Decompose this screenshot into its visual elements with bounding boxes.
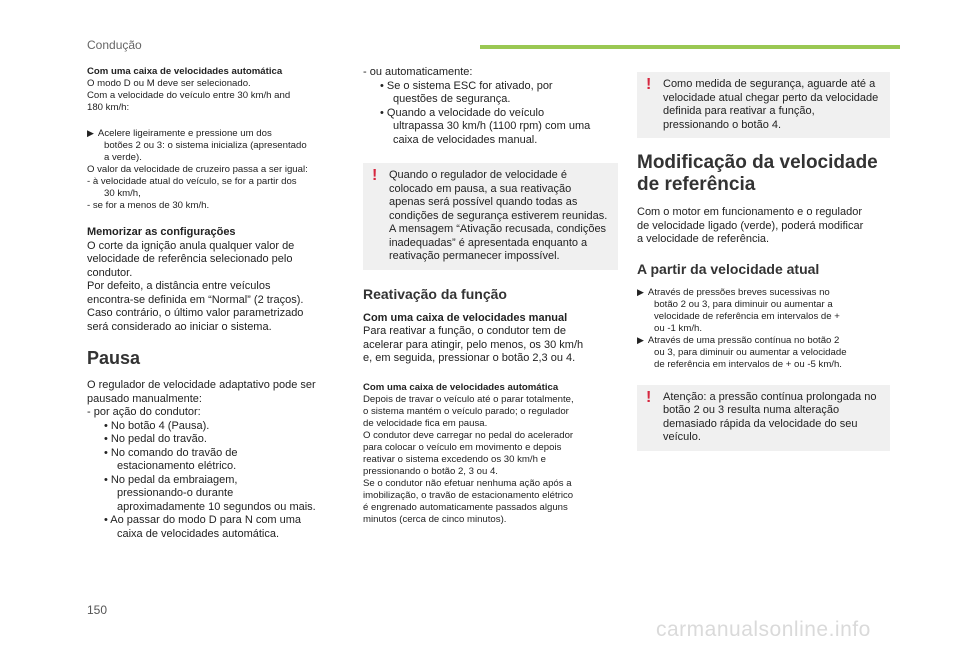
- text-line: acelerar para atingir, pelo menos, os 30 km/h: [363, 338, 584, 351]
- text-line: Com a velocidade do veículo entre 30 km/h and: [87, 90, 291, 101]
- exclamation-icon: !: [372, 167, 378, 184]
- text-line: minutos (cerca de cinco minutos).: [363, 513, 507, 525]
- text-line: reativar o sistema excedendo os 30 km/h e: [363, 453, 546, 465]
- heading-reactivation: Reativação da função: [363, 285, 507, 302]
- text-line: estacionamento elétrico.: [117, 460, 237, 472]
- text-line: será considerado ao iniciar o sistema.: [87, 320, 272, 333]
- text-line: pausado manualmente:: [87, 392, 202, 405]
- heading-current-speed: A partir da velocidade atual: [637, 260, 820, 277]
- text-line: ou -1 km/h.: [654, 322, 702, 334]
- text-line: Por defeito, a distância entre veículos: [87, 280, 271, 292]
- text-line: • No pedal do travão.: [104, 433, 207, 445]
- text-line: Com o motor em funcionamento e o regulador: [637, 206, 863, 218]
- text-line: condutor.: [87, 266, 133, 279]
- text-line: de velocidade fica em pausa.: [363, 417, 488, 429]
- text-line: botão 2 ou 3, para diminuir ou aumentar a: [654, 298, 833, 310]
- heading-line: Modificação da velocidade: [637, 152, 878, 173]
- text-line: - por ação do condutor:: [87, 406, 201, 418]
- column-1: [87, 66, 349, 541]
- text-line: • Ao passar do modo D para N com uma: [104, 514, 302, 526]
- text-line: para colocar o veículo em movimento e depois: [363, 441, 562, 453]
- column-2: [363, 66, 618, 526]
- text-line: encontra-se definida em “Normal” (2 traços).: [87, 293, 304, 306]
- text-line: Depois de travar o veículo até o parar totalmente,: [363, 393, 574, 405]
- text-line: O modo D ou M deve ser selecionado.: [87, 78, 251, 89]
- arrow-bullet-icon: ▶: [637, 287, 644, 298]
- heading-manual-gearbox: Com uma caixa de velocidades manual: [363, 311, 568, 324]
- text-line: é engrenado automaticamente passados alguns: [363, 501, 568, 513]
- bullet-item: ▶ Acelere ligeiramente e pressione um dos: [87, 128, 272, 139]
- text-line: • No comando do travão de: [104, 446, 238, 459]
- section-label: Condução: [87, 38, 142, 52]
- warning-text: Atenção: a pressão contínua prolongada no botão 2 ou 3 resulta numa alteração demasiado rápida da velocidade do seu veículo.: [663, 390, 877, 443]
- arrow-bullet-icon: ▶: [87, 129, 94, 139]
- text-line: de referência em intervalos de + ou -5 km/h.: [654, 358, 842, 370]
- text-line: e, em seguida, pressionar o botão 2,3 ou 4.: [363, 352, 576, 364]
- text-line: ou 3, para diminuir ou aumentar a velocidade: [654, 346, 847, 358]
- text-line: a velocidade de referência.: [637, 233, 770, 245]
- exclamation-icon: !: [646, 76, 652, 93]
- warning-box-pause: [363, 163, 618, 270]
- text-line: O valor da velocidade de cruzeiro passa a ser igual:: [87, 164, 308, 175]
- header-accent-bar: [480, 45, 900, 49]
- heading-automatic-gearbox: Com uma caixa de velocidades automática: [87, 66, 283, 77]
- text-line: o sistema mantém o veículo parado; o regulador: [363, 405, 569, 417]
- watermark: carmanualsonline.info: [656, 618, 871, 641]
- text-line: a verde).: [104, 152, 142, 163]
- column-3: [637, 66, 890, 451]
- text-line: • No botão 4 (Pausa).: [104, 419, 210, 432]
- bullet-item: ▶ Através de pressões breves sucessivas no: [637, 286, 830, 298]
- text-line: caixa de velocidades manual.: [393, 133, 538, 146]
- text-line: velocidade de referência em intervalos de +: [654, 310, 840, 322]
- text-line: O corte da ignição anula qualquer valor de: [87, 239, 295, 252]
- text-line: O regulador de velocidade adaptativo pode ser: [87, 379, 316, 391]
- arrow-bullet-icon: ▶: [637, 335, 644, 346]
- text-line: pressionando o botão 2, 3 ou 4.: [363, 465, 498, 477]
- heading-modify-speed: [637, 152, 890, 196]
- text-line: caixa de velocidades automática.: [117, 527, 280, 540]
- text-line: - ou automaticamente:: [363, 66, 473, 78]
- warning-text: Quando o regulador de velocidade é colocado em pausa, a sua reativação apenas será possível quando todas as condições de segurança estiverem reunidas. A mensagem “Ativação recusada, condições inadequadas” é apresentada enquanto a reativação permanecer impossível.: [389, 169, 608, 262]
- text-line: • No pedal da embraiagem,: [104, 473, 238, 486]
- text-line: imobilização, o travão de estacionamento elétrico: [363, 489, 574, 501]
- text-line: O condutor deve carregar no pedal do acelerador: [363, 429, 574, 441]
- bullet-item: ▶ Através de uma pressão contínua no botão 2: [637, 334, 840, 346]
- warning-text: Como medida de segurança, aguarde até a velocidade atual chegar perto da velocidade definida para reativar a função, pressionando o botão 4.: [663, 78, 879, 131]
- text-line: de velocidade ligado (verde), poderá modificar: [637, 219, 864, 232]
- heading-pause: Pausa: [87, 348, 141, 368]
- text-line: • Quando a velocidade do veículo: [380, 106, 545, 119]
- page-number: 150: [87, 603, 108, 617]
- text-line: Para reativar a função, o condutor tem de: [363, 325, 567, 337]
- heading-memorize-settings: Memorizar as configurações: [87, 226, 236, 238]
- warning-box-safety: [637, 72, 890, 138]
- text-line: aproximadamente 10 segundos ou mais.: [117, 500, 316, 513]
- text-line: botões 2 ou 3: o sistema inicializa (apresentado: [104, 140, 307, 151]
- text-line: velocidade de referência selecionado pelo: [87, 253, 293, 265]
- warning-box-long-press: [637, 385, 890, 451]
- text-line: • Se o sistema ESC for ativado, por: [380, 79, 553, 92]
- text-line: 180 km/h:: [87, 102, 130, 113]
- heading-automatic-gearbox-2: Com uma caixa de velocidades automática: [363, 381, 559, 393]
- text-line: Caso contrário, o último valor parametrizado: [87, 307, 304, 319]
- exclamation-icon: !: [646, 388, 652, 406]
- text-line: ultrapassa 30 km/h (1100 rpm) com uma: [393, 120, 591, 132]
- text-line: 30 km/h,: [104, 188, 141, 199]
- text-line: Se o condutor não efetuar nenhuma ação após a: [363, 477, 572, 489]
- text-line: - à velocidade atual do veículo, se for a partir dos: [87, 176, 297, 187]
- heading-line: de referência: [637, 174, 756, 195]
- text-line: questões de segurança.: [393, 93, 511, 105]
- text-line: pressionando-o durante: [117, 487, 234, 499]
- text-line: - se for a menos de 30 km/h.: [87, 200, 210, 211]
